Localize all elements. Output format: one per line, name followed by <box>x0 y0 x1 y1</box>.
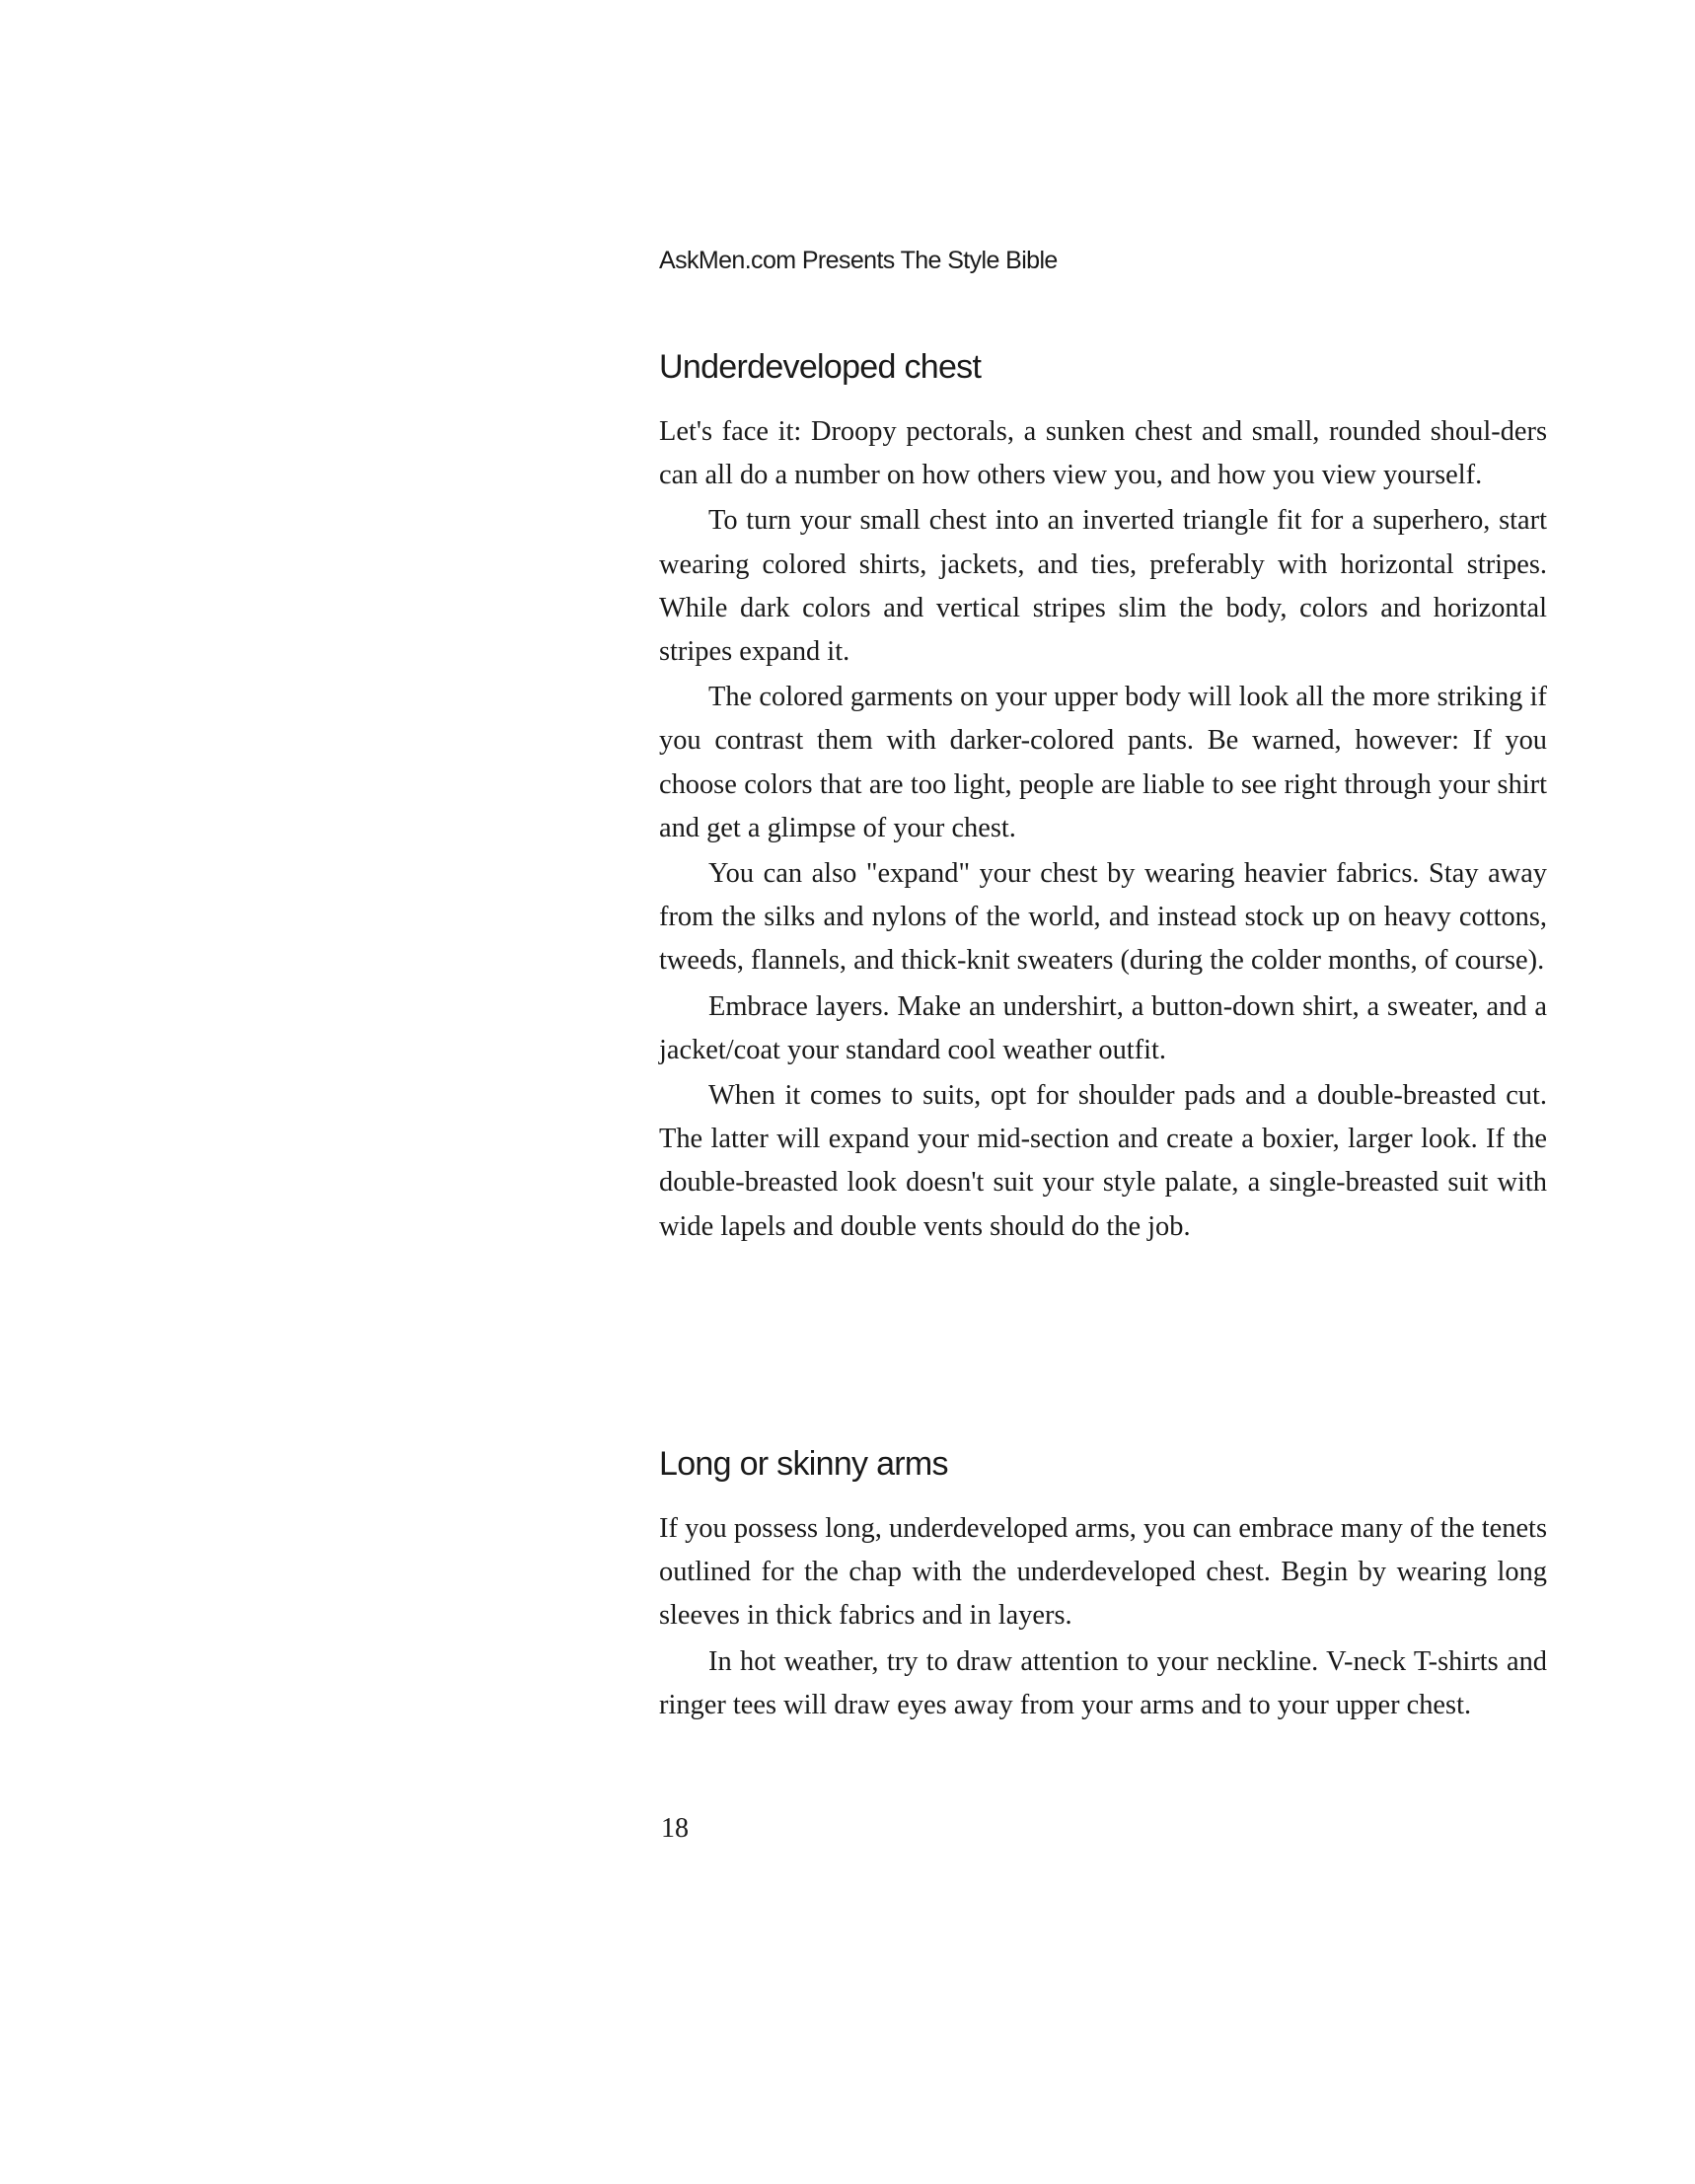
page-number: 18 <box>661 1813 689 1844</box>
paragraph: To turn your small chest into an inverted triangle fit for a superhero, start wearing colored shirts, jackets, and ties, preferably with horizontal stripes. While dark colors and vertical stripes slim the body, colors and horizontal stripes expand it. <box>659 505 1547 668</box>
section-long-or-skinny-arms <box>659 1442 1547 1727</box>
running-header: AskMen.com Presents The Style Bible <box>659 247 1058 274</box>
section-underdeveloped-chest <box>659 345 1547 1249</box>
paragraph: In hot weather, try to draw attention to your neckline. V-neck T-shirts and ringer tees will draw eyes away from your arms and to your upper chest. <box>659 1645 1547 1720</box>
section-heading: Underdeveloped chest <box>659 348 982 386</box>
section-heading: Long or skinny arms <box>659 1445 948 1483</box>
paragraph: If you possess long, underdeveloped arms, you can embrace many of the tenets outlined for the chap with the underdeveloped chest. Begin by wearing long sleeves in thick fabrics and in layers. <box>659 1513 1547 1632</box>
paragraph: Let's face it: Droopy pectorals, a sunken chest and small, rounded shoul-ders can all do a number on how others view you, and how you view yourself. <box>659 416 1547 491</box>
paragraph: You can also "expand" your chest by wearing heavier fabrics. Stay away from the silks and nylons of the world, and instead stock up on heavy cottons, tweeds, flannels, and thick-knit sweaters (during the colder months, of course). <box>659 858 1547 977</box>
paragraph: Embrace layers. Make an undershirt, a button-down shirt, a sweater, and a jacket/coat your standard cool weather outfit. <box>659 990 1547 1065</box>
paragraph: The colored garments on your upper body will look all the more striking if you contrast them with darker-colored pants. Be warned, however: If you choose colors that are too light, people are liable to see right through your shirt and get a glimpse of your chest. <box>659 682 1547 843</box>
paragraph: When it comes to suits, opt for shoulder pads and a double-breasted cut. The latter will expand your mid-section and create a boxier, larger look. If the double-breasted look doesn't suit your style palate, a single-breasted suit with wide lapels and double vents should do the job. <box>659 1080 1547 1242</box>
